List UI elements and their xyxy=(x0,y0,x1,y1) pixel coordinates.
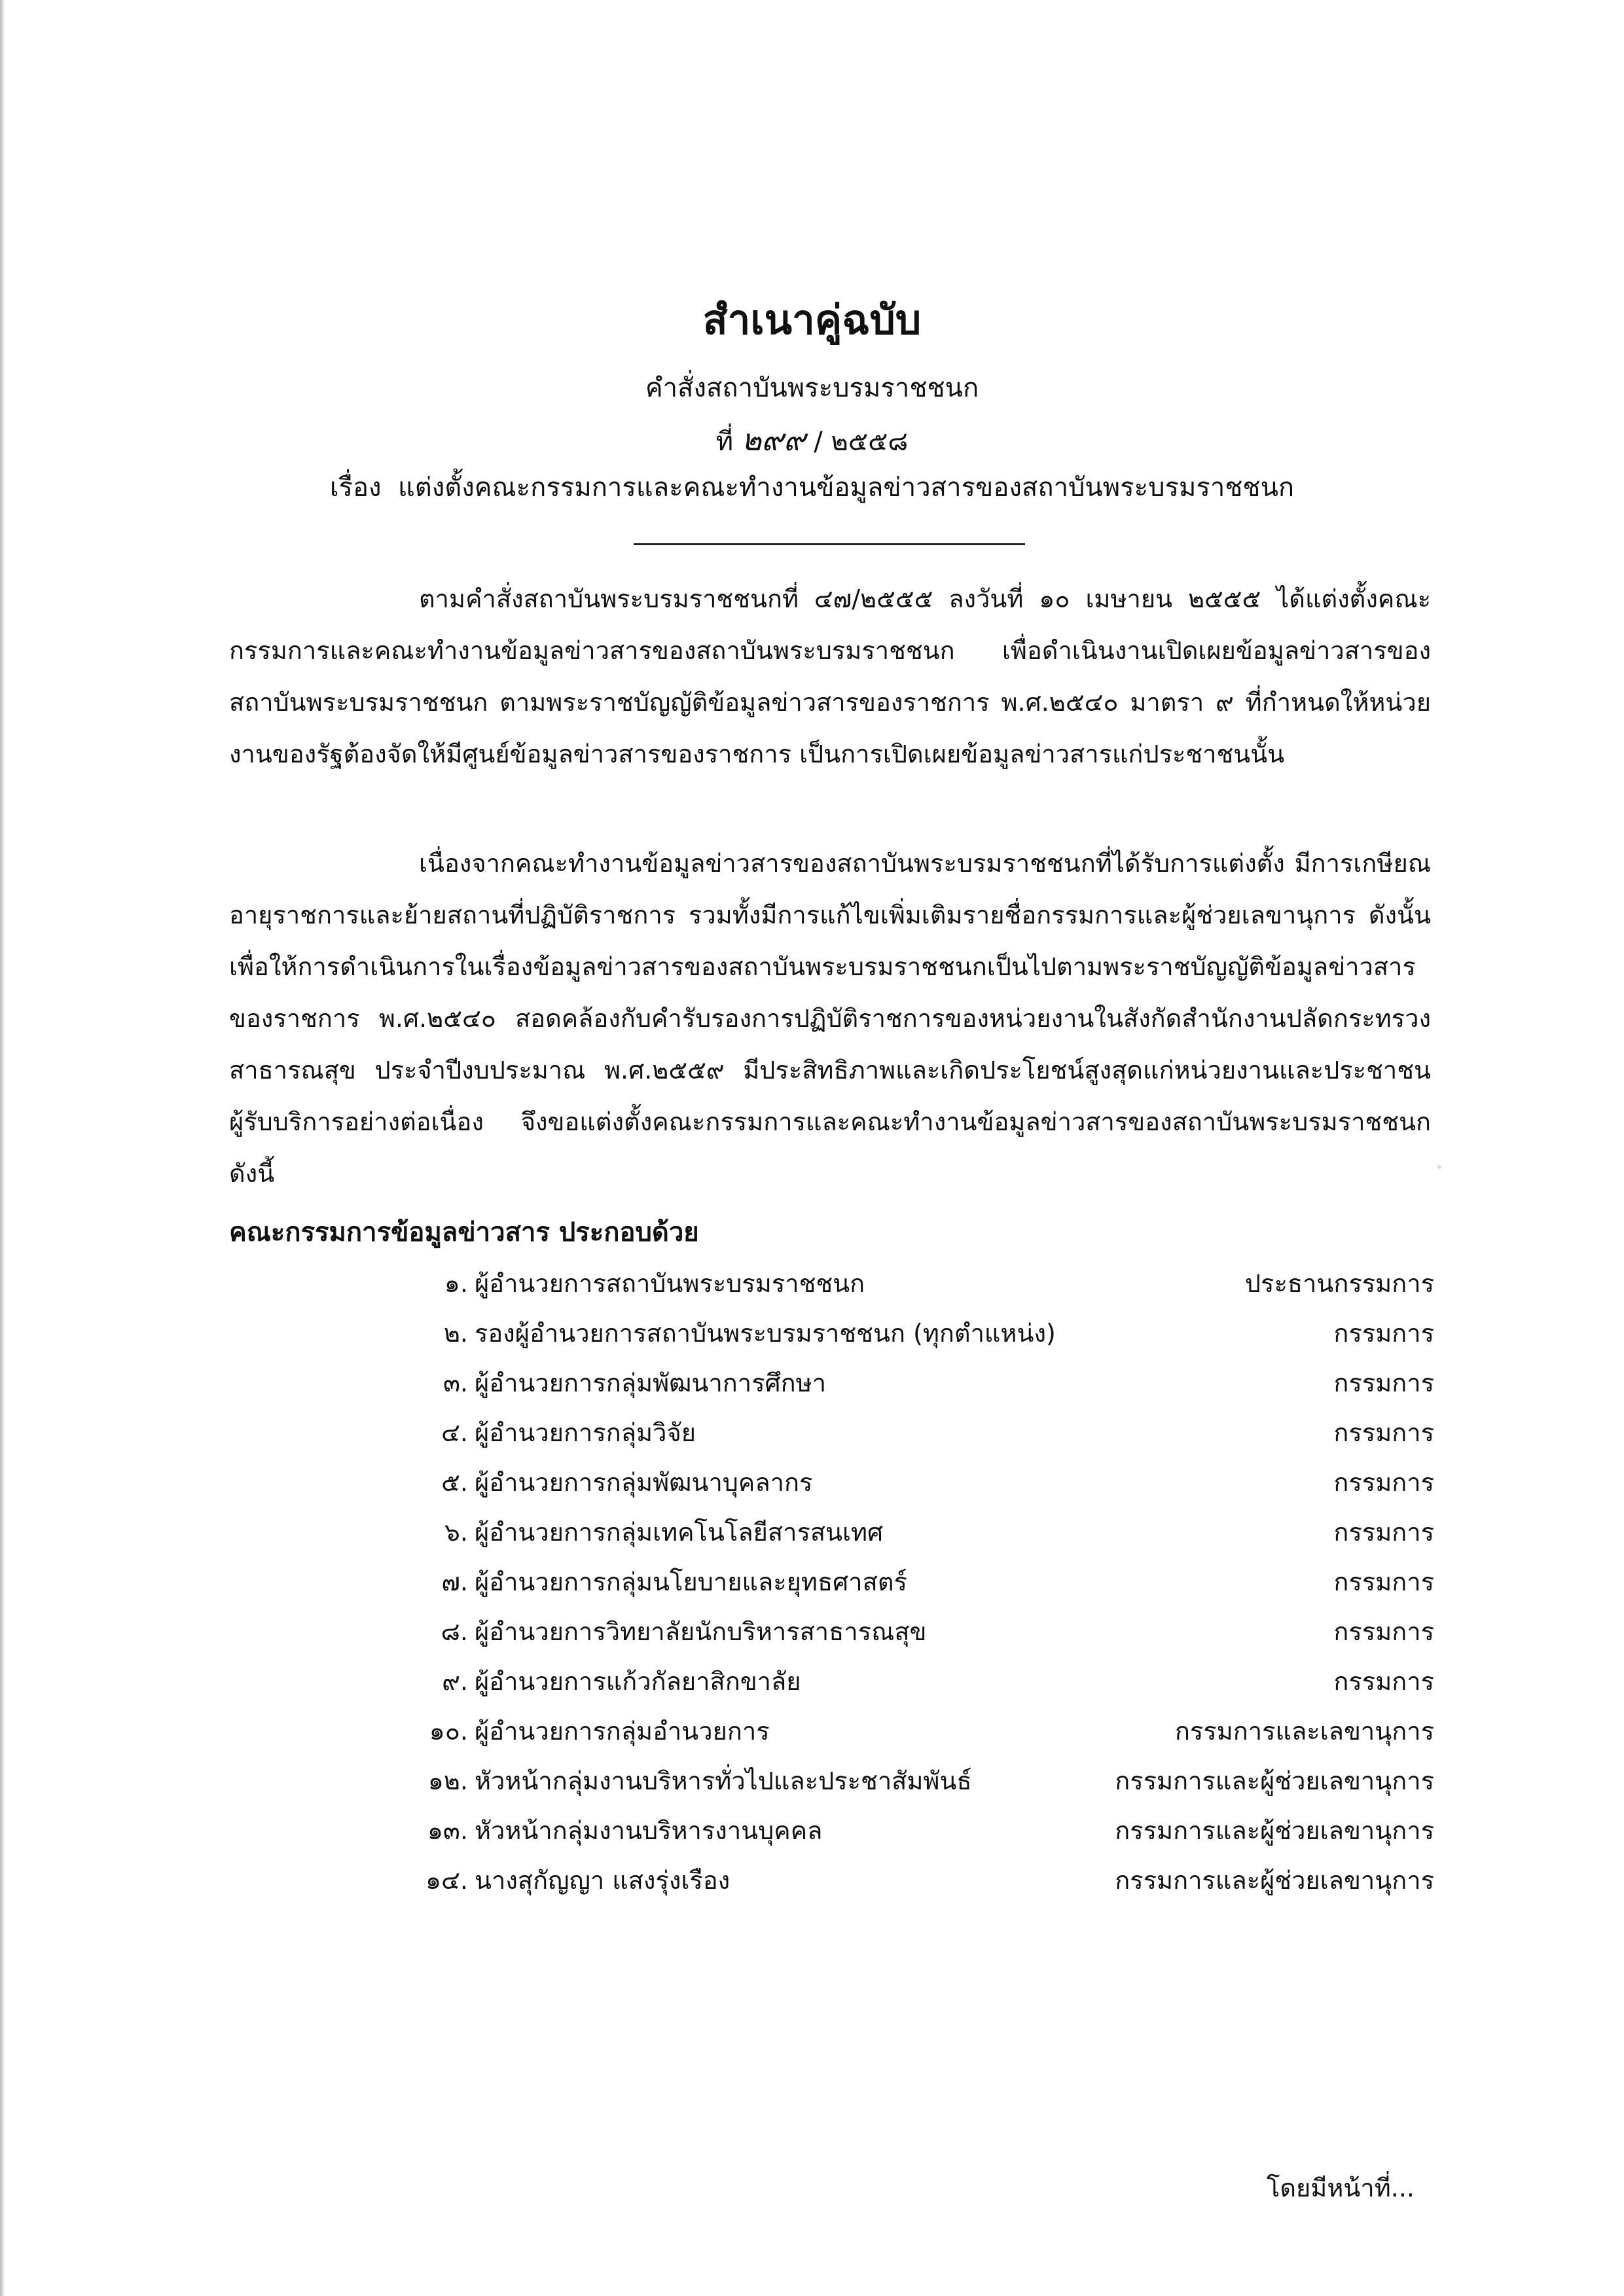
member-position: ผู้อำนวยการกลุ่มพัฒนาการศึกษา xyxy=(475,1369,827,1397)
member-position: นางสุกัญญา แสงรุ่งเรือง xyxy=(475,1866,731,1895)
scan-speck xyxy=(1437,1165,1441,1169)
member-position: ผู้อำนวยการสถาบันพระบรมราชชนก xyxy=(475,1269,865,1298)
member-position: หัวหน้ากลุ่มงานบริหารทั่วไปและประชาสัมพันธ์ xyxy=(475,1767,972,1795)
member-position: ผู้อำนวยการกลุ่มเทคโนโลยีสารสนเทศ xyxy=(475,1518,884,1547)
member-role: กรรมการและผู้ช่วยเลขานุการ xyxy=(1115,1816,1434,1845)
member-number: ๑๔. xyxy=(425,1866,468,1895)
member-number: ๒. xyxy=(443,1319,468,1348)
member-position: ผู้อำนวยการแก้วกัลยาสิกขาลัย xyxy=(475,1667,801,1696)
member-number: ๑๒. xyxy=(427,1767,468,1795)
order-number-handwritten: ๒๙๙ xyxy=(741,422,806,457)
member-role: กรรมการ xyxy=(1333,1568,1434,1596)
list-item xyxy=(0,1412,1624,1460)
committee-heading: คณะกรรมการข้อมูลข่าวสาร ประกอบด้วย xyxy=(229,1217,699,1247)
member-role: กรรมการ xyxy=(1333,1518,1434,1547)
paragraph-background xyxy=(229,573,1431,780)
member-number: ๘. xyxy=(441,1617,468,1646)
member-number: ๙. xyxy=(442,1667,468,1696)
list-item xyxy=(0,1313,1624,1360)
list-item xyxy=(0,1512,1624,1559)
order-number-line xyxy=(0,416,1624,464)
list-item xyxy=(0,1661,1624,1708)
paragraph-text: เนื่องจากคณะทำงานข้อมูลข่าวสารของสถาบันพระบรมราชชนกที่ได้รับการแต่งตั้ง มีการเกษียณอายุราชการและย้ายสถานที่ปฏิบัติราชการ รวมทั้งมีการแก้ไขเพิ่มเติมรายชื่อกรรมการและผู้ช่วยเลขานุการ ดังนั้น เพื่อให้การดำเนินการในเรื่องข้อมูลข่าวสารของสถาบันพระบรมราชชนกเป็นไปตามพระราชบัญญัติข้อมูลข่าวสารของราชการ พ.ศ.๒๕๔๐ สอดคล้องกับคำรับรองการปฏิบัติราชการของหน่วยงานในสังกัดสำนักงานปลัดกระทรวงสาธารณสุข ประจำปีงบประมาณ พ.ศ.๒๕๕๙ มีประสิทธิภาพและเกิดประโยชน์สูงสุดแก่หน่วยงานและประชาชนผู้รับบริการอย่างต่อเนื่อง จึงขอแต่งตั้งคณะกรรมการและคณะทำงานข้อมูลข่าวสารของสถาบันพระบรมราชชนก ดังนี้ xyxy=(229,849,1431,1188)
member-role: กรรมการ xyxy=(1333,1468,1434,1497)
member-position: ผู้อำนวยการวิทยาลัยนักบริหารสาธารณสุข xyxy=(475,1617,927,1646)
subject-text: แต่งตั้งคณะกรรมการและคณะทำงานข้อมูลข่าวสารของสถาบันพระบรมราชชนก xyxy=(398,473,1295,503)
paragraph-rationale xyxy=(229,838,1431,1200)
member-position: ผู้อำนวยการกลุ่มนโยบายและยุทธศาสตร์ xyxy=(475,1568,907,1596)
member-position: หัวหน้ากลุ่มงานบริหารงานบุคคล xyxy=(475,1816,823,1845)
order-year: / ๒๕๕๘ xyxy=(814,427,909,457)
member-position: ผู้อำนวยการกลุ่มวิจัย xyxy=(475,1418,696,1447)
order-prefix: ที่ xyxy=(715,427,734,457)
list-item xyxy=(0,1611,1624,1659)
document-title: สำเนาคู่ฉบับ xyxy=(702,296,922,344)
member-number: ๑. xyxy=(444,1269,468,1298)
list-item xyxy=(0,1562,1624,1609)
member-number: ๔. xyxy=(441,1418,468,1447)
member-position: ผู้อำนวยการกลุ่มพัฒนาบุคลากร xyxy=(475,1468,813,1497)
list-item xyxy=(0,1761,1624,1808)
subject-label: เรื่อง xyxy=(329,473,382,503)
member-position: ผู้อำนวยการกลุ่มอำนวยการ xyxy=(475,1717,770,1746)
order-issuer: คำสั่งสถาบันพระบรมราชชนก xyxy=(645,373,979,403)
member-role: กรรมการ xyxy=(1333,1369,1434,1397)
member-role: กรรมการ xyxy=(1333,1319,1434,1348)
member-number: ๖. xyxy=(444,1518,468,1547)
list-item xyxy=(0,1860,1624,1907)
list-item xyxy=(0,1810,1624,1857)
list-item xyxy=(0,1263,1624,1310)
list-item xyxy=(0,1462,1624,1509)
member-number: ๗. xyxy=(441,1568,468,1596)
member-role: กรรมการ xyxy=(1333,1667,1434,1696)
member-position: รองผู้อำนวยการสถาบันพระบรมราชชนก (ทุกตำแหน่ง) xyxy=(475,1319,1056,1348)
member-role: กรรมการ xyxy=(1333,1617,1434,1646)
page-continuation: โดยมีหน้าที่... xyxy=(1266,2174,1415,2202)
member-role: กรรมการและเลขานุการ xyxy=(1174,1717,1434,1746)
member-role: ประธานกรรมการ xyxy=(1244,1269,1434,1298)
member-role: กรรมการและผู้ช่วยเลขานุการ xyxy=(1115,1866,1434,1895)
member-number: ๑๐. xyxy=(429,1717,468,1746)
paragraph-text: ตามคำสั่งสถาบันพระบรมราชชนกที่ ๔๗/๒๕๕๕ ลงวันที่ ๑๐ เมษายน ๒๕๕๕ ได้แต่งตั้งคณะกรรมการและคณะทำงานข้อมูลข่าวสารของสถาบันพระบรมราชชนก เพื่อดำเนินงานเปิดเผยข้อมูลข่าวสารของสถาบันพระบรมราชชนก ตามพระราชบัญญัติข้อมูลข่าวสารของราชการ พ.ศ.๒๕๔๐ มาตรา ๙ ที่กำหนดให้หน่วยงานของรัฐต้องจัดให้มีศูนย์ข้อมูลข่าวสารของราชการ เป็นการเปิดเผยข้อมูลข่าวสารแก่ประชาชนนั้น xyxy=(229,584,1431,768)
title-divider xyxy=(634,543,1025,545)
member-number: ๑๓. xyxy=(427,1816,468,1845)
list-item xyxy=(0,1363,1624,1410)
member-number: ๓. xyxy=(442,1369,468,1397)
member-number: ๕. xyxy=(441,1468,468,1497)
member-role: กรรมการ xyxy=(1333,1418,1434,1447)
member-role: กรรมการและผู้ช่วยเลขานุการ xyxy=(1115,1767,1434,1795)
list-item xyxy=(0,1711,1624,1758)
subject-line xyxy=(0,466,1624,508)
